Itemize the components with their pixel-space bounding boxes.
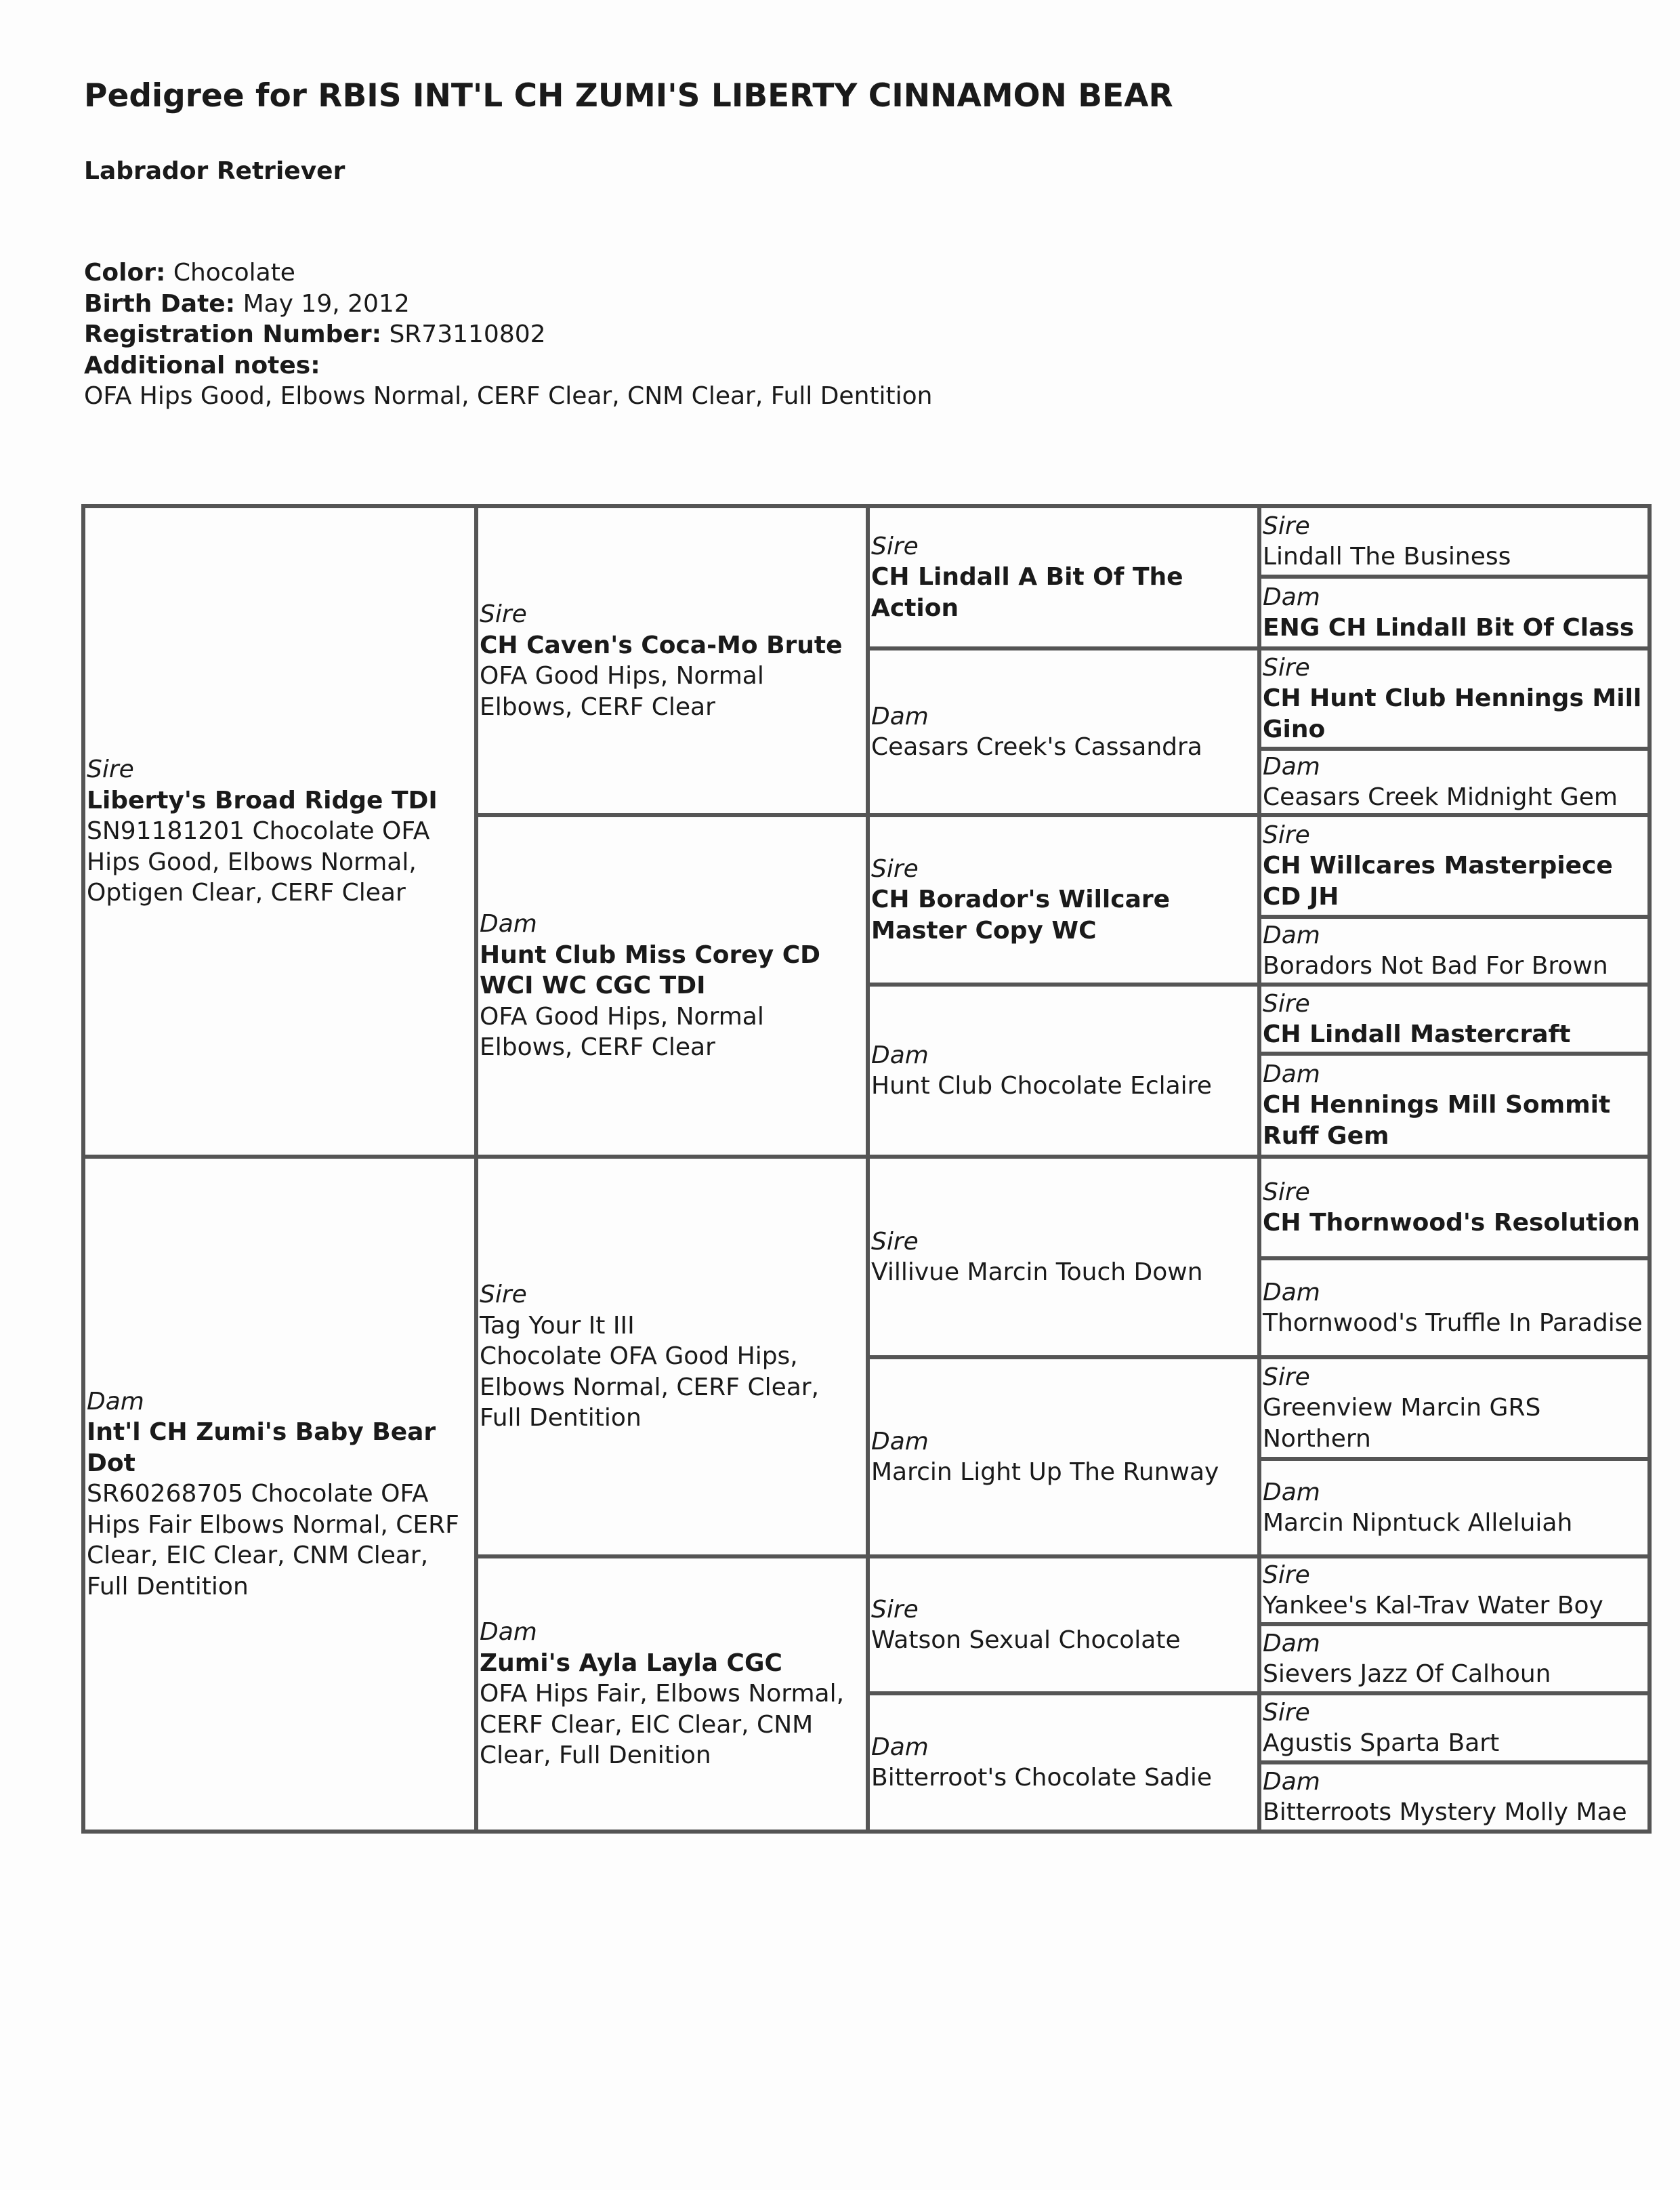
relation-label: Dam: [1263, 1767, 1320, 1796]
pedigree-cell-g2-4: [476, 1556, 868, 1832]
page-title: Pedigree for RBIS INT'L CH ZUMI'S LIBERTY CINNAMON BEAR: [84, 77, 1173, 115]
color-value: Chocolate: [173, 259, 295, 287]
pedigree-cell-g4-15: [1259, 1693, 1650, 1762]
dog-details: Chocolate OFA Good Hips, Elbows Normal, CERF Clear, Full Dentition: [480, 1342, 820, 1432]
pedigree-cell-g2-1: [476, 506, 868, 815]
registration-row: [84, 319, 932, 350]
dog-details: OFA Good Hips, Normal Elbows, CERF Clear: [480, 662, 764, 721]
relation-label: Sire: [1263, 653, 1310, 682]
pedigree-cell-g4-6: [1259, 917, 1650, 985]
notes-label: Additional notes:: [84, 351, 320, 379]
dog-name: CH Lindall A Bit Of The Action: [871, 563, 1183, 622]
registration-value: SR73110802: [389, 321, 546, 348]
relation-label: Dam: [1263, 921, 1320, 949]
pedigree-cell-g4-3: [1259, 648, 1650, 749]
dog-name: Thornwood's Truffle In Paradise: [1263, 1309, 1643, 1337]
pedigree-cell-g3-7: [868, 1556, 1259, 1693]
dog-name: Marcin Light Up The Runway: [871, 1458, 1219, 1486]
birth-label: Birth Date:: [84, 289, 236, 318]
registration-label: Registration Number:: [84, 321, 381, 348]
relation-label: Sire: [1263, 512, 1310, 540]
pedigree-cell-g4-13: [1259, 1556, 1650, 1624]
pedigree-cell-g3-2: [868, 648, 1259, 815]
dog-details: SN91181201 Chocolate OFA Hips Good, Elbows Normal, Optigen Clear, CERF Clear: [87, 817, 430, 907]
color-row: [84, 257, 932, 289]
pedigree-cell-g3-5: [868, 1157, 1259, 1357]
pedigree-cell-g4-11: [1259, 1357, 1650, 1459]
relation-label: Dam: [87, 1387, 144, 1416]
relation-label: Dam: [871, 1733, 929, 1761]
relation-label: Dam: [1263, 1629, 1320, 1657]
relation-label: Sire: [480, 1281, 527, 1309]
dog-name: Hunt Club Miss Corey CD WCI WC CGC TDI: [480, 941, 820, 1000]
birth-row: [84, 289, 932, 320]
pedigree-cell-g1-sire: [83, 506, 476, 1157]
dog-name: CH Borador's Willcare Master Copy WC: [871, 886, 1171, 945]
dog-name: Ceasars Creek Midnight Gem: [1263, 783, 1618, 811]
dog-name: CH Hunt Club Hennings Mill Gino: [1263, 684, 1642, 743]
relation-label: Sire: [1263, 1178, 1310, 1206]
relation-label: Sire: [871, 1227, 919, 1256]
relation-label: Dam: [1263, 752, 1320, 781]
dog-name: Bitterroots Mystery Molly Mae: [1263, 1798, 1627, 1826]
notes-value: OFA Hips Good, Elbows Normal, CERF Clear, CNM Clear, Full Dentition: [84, 382, 933, 410]
relation-label: Sire: [1263, 1698, 1310, 1727]
dog-name: Agustis Sparta Bart: [1263, 1729, 1500, 1757]
pedigree-cell-g3-8: [868, 1693, 1259, 1832]
pedigree-cell-g4-12: [1259, 1459, 1650, 1556]
pedigree-cell-g4-4: [1259, 749, 1650, 815]
pedigree-cell-g3-1: [868, 506, 1259, 648]
dog-name: Tag Your It III: [480, 1311, 635, 1340]
pedigree-cell-g4-7: [1259, 985, 1650, 1054]
dog-name: Watson Sexual Chocolate: [871, 1626, 1181, 1654]
relation-label: Dam: [1263, 1478, 1320, 1506]
relation-label: Dam: [1263, 1278, 1320, 1306]
dog-name: CH Hennings Mill Sommit Ruff Gem: [1263, 1091, 1611, 1150]
dog-name: CH Caven's Coca-Mo Brute: [480, 631, 843, 659]
dog-name: Hunt Club Chocolate Eclaire: [871, 1072, 1212, 1100]
dog-info: [84, 257, 932, 412]
relation-label: Sire: [871, 532, 919, 560]
relation-label: Sire: [480, 600, 527, 628]
pedigree-cell-g4-5: [1259, 815, 1650, 917]
dog-name: Sievers Jazz Of Calhoun: [1263, 1660, 1551, 1688]
dog-details: SR60268705 Chocolate OFA Hips Fair Elbows Normal, CERF Clear, EIC Clear, CNM Clear, Full Dentition: [87, 1480, 459, 1600]
pedigree-cell-g3-6: [868, 1357, 1259, 1556]
pedigree-cell-g3-4: [868, 985, 1259, 1157]
birth-value: May 19, 2012: [243, 289, 410, 318]
relation-label: Dam: [871, 1041, 929, 1069]
relation-label: Dam: [1263, 583, 1320, 611]
dog-details: OFA Hips Fair, Elbows Normal, CERF Clear, EIC Clear, CNM Clear, Full Denition: [480, 1680, 845, 1770]
relation-label: Sire: [871, 854, 919, 883]
dog-name: Greenview Marcin GRS Northern: [1263, 1394, 1541, 1453]
relation-label: Sire: [1263, 1363, 1310, 1391]
dog-name: Bitterroot's Chocolate Sadie: [871, 1764, 1212, 1792]
relation-label: Sire: [1263, 821, 1310, 849]
dog-name: CH Willcares Masterpiece CD JH: [1263, 852, 1613, 911]
dog-name: CH Lindall Mastercraft: [1263, 1020, 1571, 1048]
dog-name: CH Thornwood's Resolution: [1263, 1209, 1641, 1237]
relation-label: Sire: [871, 1595, 919, 1624]
dog-name: Marcin Nipntuck Alleluiah: [1263, 1509, 1573, 1537]
relation-label: Sire: [87, 756, 134, 784]
pedigree-cell-g2-2: [476, 815, 868, 1157]
relation-label: Dam: [871, 1427, 929, 1455]
dog-details: OFA Good Hips, Normal Elbows, CERF Clear: [480, 1002, 764, 1062]
pedigree-cell-g4-1: [1259, 506, 1650, 577]
relation-label: Sire: [1263, 989, 1310, 1018]
relation-label: Dam: [480, 910, 537, 938]
pedigree-cell-g3-3: [868, 815, 1259, 985]
pedigree-cell-g4-10: [1259, 1258, 1650, 1357]
pedigree-cell-g4-16: [1259, 1762, 1650, 1832]
pedigree-cell-g4-9: [1259, 1157, 1650, 1258]
relation-label: Dam: [1263, 1060, 1320, 1088]
relation-label: Dam: [480, 1618, 537, 1647]
dog-name: Zumi's Ayla Layla CGC: [480, 1649, 782, 1677]
pedigree-table: [81, 504, 1652, 1834]
pedigree-cell-g2-3: [476, 1157, 868, 1556]
pedigree-cell-g4-8: [1259, 1054, 1650, 1157]
pedigree-cell-g1-dam: [83, 1157, 476, 1832]
color-label: Color:: [84, 259, 166, 287]
dog-name: Int'l CH Zumi's Baby Bear Dot: [87, 1418, 436, 1477]
relation-label: Sire: [1263, 1561, 1310, 1589]
pedigree-cell-g4-2: [1259, 577, 1650, 648]
dog-name: Ceasars Creek's Cassandra: [871, 733, 1202, 761]
dog-name: ENG CH Lindall Bit Of Class: [1263, 614, 1635, 642]
dog-name: Boradors Not Bad For Brown: [1263, 952, 1608, 980]
dog-name: Lindall The Business: [1263, 543, 1511, 571]
dog-name: Liberty's Broad Ridge TDI: [87, 786, 438, 814]
dog-name: Yankee's Kal-Trav Water Boy: [1263, 1592, 1603, 1619]
pedigree-cell-g4-14: [1259, 1624, 1650, 1693]
relation-label: Dam: [871, 702, 929, 730]
dog-name: Villivue Marcin Touch Down: [871, 1258, 1203, 1286]
breed-label: Labrador Retriever: [84, 157, 345, 185]
